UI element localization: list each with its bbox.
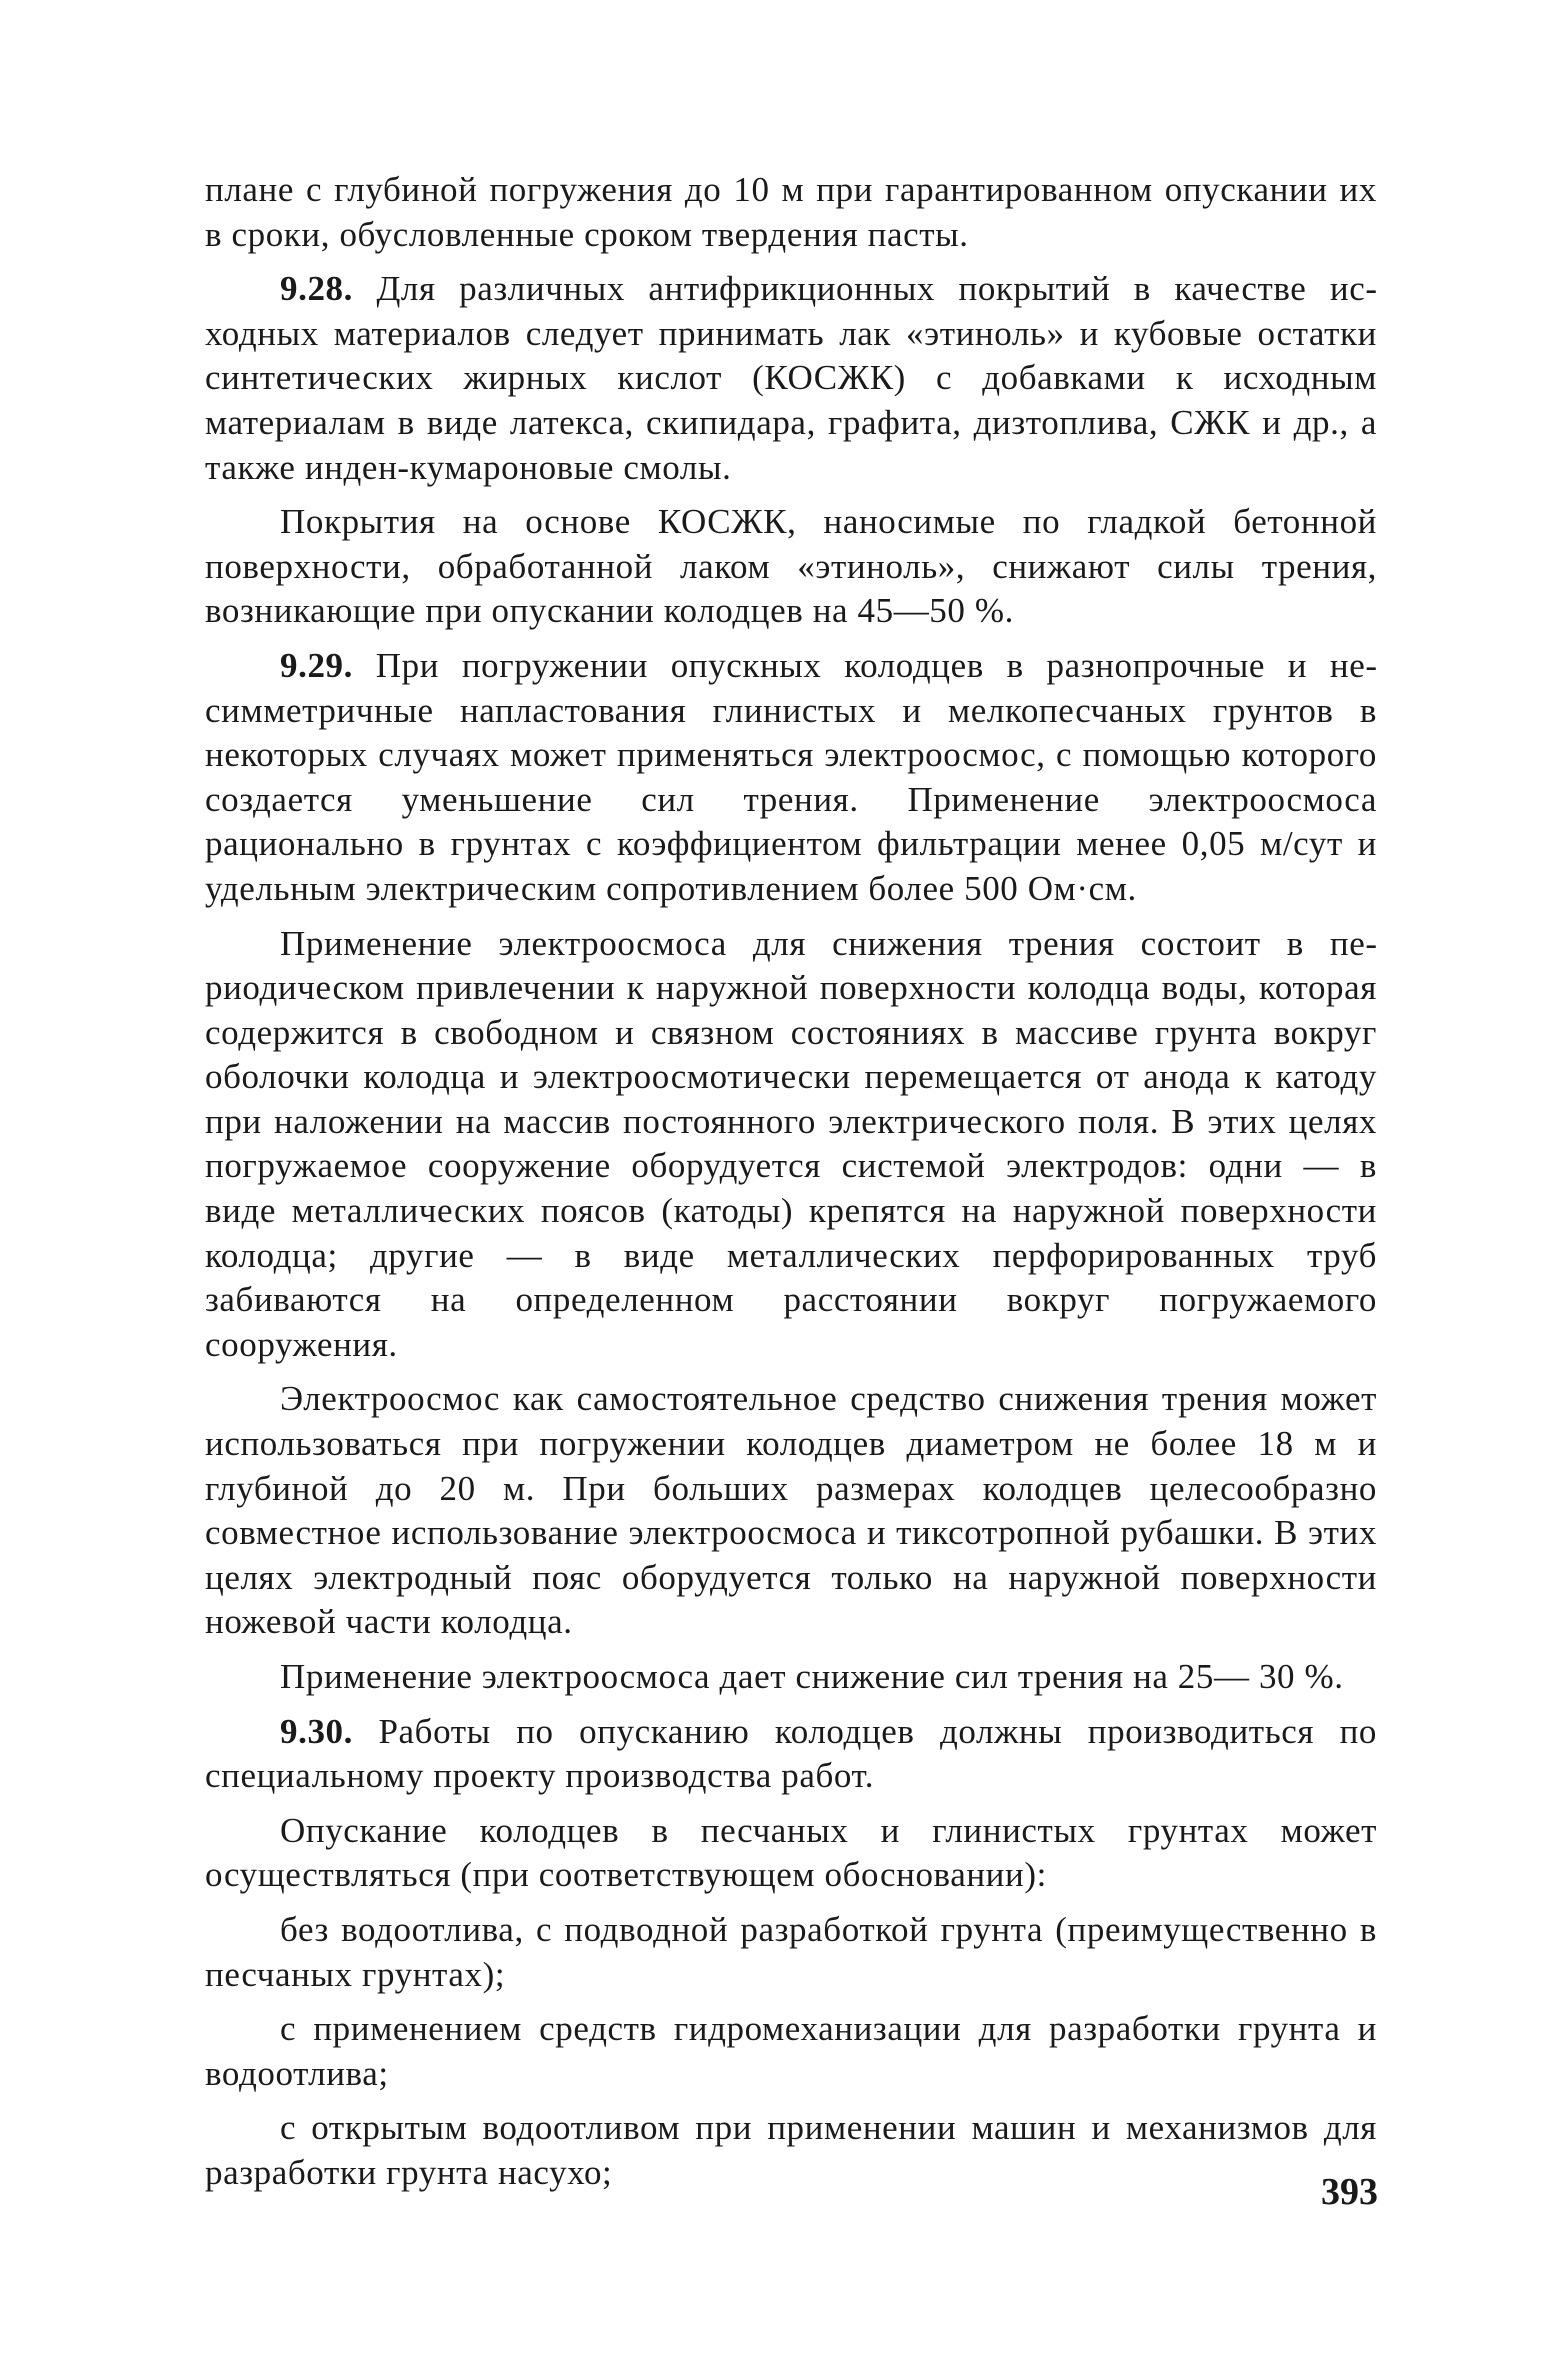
paragraph-text: с открытым водоотливом при применении машин и механизмов для разработки грунта насухо; xyxy=(205,2108,1377,2192)
paragraph xyxy=(205,1809,1377,1898)
paragraph-text: плане с глубиной погружения до 10 м при гарантированном опускании их в сроки, обусловленные сроком твердения пасты. xyxy=(205,170,1377,254)
paragraph-text: Применение электроосмоса для снижения трения состоит в периодическом привлечении к наружной поверхности колодца воды, которая содержится в свободном и связном состояниях в массиве грунта вокруг оболочки колодца и электроосмотически перемещается от анода к катоду при наложении на массив постоянного электрического поля. В этих целях погружаемое сооружение оборудуется системой электродов: одни — в виде металлических поясов (катоды) крепятся на наружной поверхности колодца; другие — в виде металлических перфорированных труб забиваются на определенном расстоянии вокруг погружаемого сооружения. xyxy=(205,923,1377,1364)
paragraph xyxy=(205,922,1377,1368)
page-number: 393 xyxy=(1321,2171,1378,2213)
paragraph-text: Покрытия на основе КОСЖК, наносимые по гладкой бетонной поверхности, обработанной лаком «этиноль», снижают силы трения, возникающие при опускании колодцев на 45—50 %. xyxy=(205,502,1377,631)
paragraph-9-30 xyxy=(205,1710,1377,1799)
paragraph xyxy=(205,500,1377,634)
paragraph xyxy=(205,1655,1377,1700)
section-number: 9.29. xyxy=(280,645,353,685)
paragraph-text: с применением средств гидромеханизации для разработки грунта и водоотлива; xyxy=(205,2009,1377,2093)
section-number: 9.28. xyxy=(280,269,353,309)
list-item xyxy=(205,2106,1377,2195)
paragraph-text: Для различных антифрикционных покрытий в качестве исходных материалов следует принимать лак «этиноль» и кубовые остатки синтетических жирных кислот (КОСЖК) с добавками к исходным материалам в виде латекса, скипидара, графита, дизтоплива, СЖК и др., а также инден-кумароновые смолы. xyxy=(205,269,1377,487)
paragraph xyxy=(205,1377,1377,1645)
paragraph-text: без водоотлива, с подводной разработкой грунта (преимущественно в песчаных грунтах); xyxy=(205,1909,1377,1994)
list-item xyxy=(205,2007,1377,2096)
paragraph-text: При погружении опускных колодцев в разнопрочные и несимметричные напластования глинистых и мелкопесчаных грунтов в некоторых случаях может применяться электроосмос, с помощью которого создается уменьшение сил трения. Применение электроосмоса рационально в грунтах с коэффициентом фильтрации менее 0,05 м/сут и удельным электрическим сопротивлением более 500 Ом·см. xyxy=(205,645,1377,908)
paragraph-text: Опускание колодцев в песчаных и глинистых грунтах может осуществляться (при соответствующем обосновании): xyxy=(205,1810,1377,1895)
paragraph-9-29 xyxy=(205,644,1377,912)
paragraph-9-28 xyxy=(205,267,1377,490)
paragraph-text: Применение электроосмоса дает снижение сил трения на 25— 30 %. xyxy=(280,1657,1344,1696)
page-body xyxy=(205,168,1377,2206)
paragraph-text: Электроосмос как самостоятельное средство снижения трения может использоваться при погружении колодцев диаметром не более 18 м и глубиной до 20 м. При больших размерах колодцев целесообразно совместное использование электроосмоса и тиксотропной рубашки. В этих целях электродный пояс оборудуется только на наружной поверхности ножевой части колодца. xyxy=(205,1379,1377,1642)
paragraph-continuation xyxy=(205,168,1377,257)
paragraph-text: Работы по опусканию колодцев должны производиться по специальному проекту производства работ. xyxy=(205,1711,1377,1796)
section-number: 9.30. xyxy=(280,1711,353,1751)
list-item xyxy=(205,1908,1377,1997)
